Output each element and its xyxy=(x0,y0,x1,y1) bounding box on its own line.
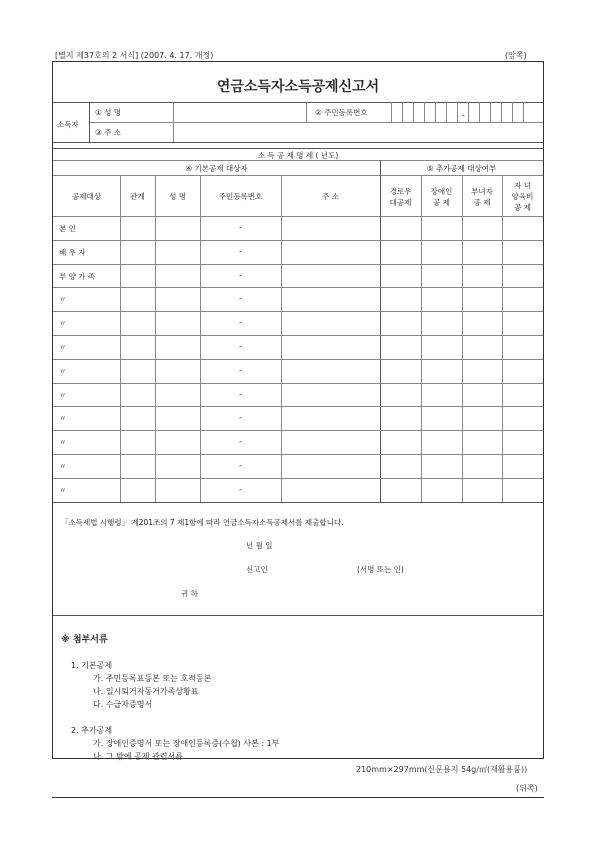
paper-spec: 210mm×297mm(신문용지 54g/㎡(재활용품)) xyxy=(356,765,528,774)
row-rrn-dash: - xyxy=(239,318,242,328)
row-target: 〃 xyxy=(59,485,67,495)
row-target: 〃 xyxy=(59,438,67,448)
group-basic-heading: 1. 기본공제 xyxy=(71,661,113,670)
attachment-item: 가. 주민등록표등본 또는 호적등본 xyxy=(93,674,212,683)
row-rrn-dash: - xyxy=(239,437,242,447)
declaration-date: 년 월 일 xyxy=(246,541,273,550)
row-rrn-dash: - xyxy=(239,246,242,256)
filer-label: 신고인 xyxy=(246,565,268,574)
col-relation: 관계 xyxy=(130,192,145,201)
col-child xyxy=(502,180,543,213)
additional-deduction-header: ⑤ 추가공제 대상여부 xyxy=(426,164,497,173)
row-target: 배 우 자 xyxy=(59,247,86,257)
form-title: 연금소득자소득공제신고서 xyxy=(216,79,380,95)
group-additional-heading: 2. 추가공제 xyxy=(71,726,113,735)
row-target: 〃 xyxy=(59,390,67,400)
row-target: 본 인 xyxy=(59,224,76,233)
col-female xyxy=(462,186,502,208)
row-target: 〃 xyxy=(59,462,67,471)
attachment-item: 나. 그 밖에 공제 관련서류 xyxy=(93,752,183,761)
basic-deduction-header: ④ 기본공제 대상자 xyxy=(185,164,248,173)
row-target: 〃 xyxy=(59,319,67,329)
row-rrn-dash: - xyxy=(239,461,242,470)
row-target: 〃 xyxy=(59,295,67,305)
form-reference: [별지 제37호의 2 서식] (2007. 4. 17. 개정) xyxy=(55,51,214,60)
attachment-item: 가. 장애인증명서 또는 장애인등록증(수첩) 사본 : 1부 xyxy=(93,739,280,748)
col-disabled xyxy=(421,186,462,208)
attachments-heading xyxy=(61,632,108,645)
attachment-item: 나. 일시퇴거자동거가족상황표 xyxy=(93,687,199,696)
attachment-item: 다. 수급자증명서 xyxy=(93,700,153,709)
signature-label: (서명 또는 인) xyxy=(357,565,404,574)
row-rrn-dash: - xyxy=(239,270,242,280)
col-rrn: 주민등록번호 xyxy=(218,192,263,201)
row-target: 부 양 가 족 xyxy=(59,271,96,281)
row-target: 〃 xyxy=(59,343,67,352)
col-child-text: 자 녀 양육비 공 제 xyxy=(511,181,534,212)
col-elderly xyxy=(380,186,421,208)
col-address: 주 소 xyxy=(322,192,339,201)
row-target: 〃 xyxy=(59,414,67,424)
form-container xyxy=(52,61,544,759)
col-name: 성 명 xyxy=(169,192,186,201)
col-elderly-text: 경로우 대공제 xyxy=(389,187,412,207)
rrn-label: ② 주민등록번호 xyxy=(315,108,368,117)
page-side-label: (앞쪽) xyxy=(505,51,527,60)
row-rrn-dash: - xyxy=(239,484,242,494)
address-label: ③ 주 소 xyxy=(95,128,121,137)
recipient-label: 귀 하 xyxy=(181,589,198,598)
row-rrn-dash: - xyxy=(239,294,242,304)
row-rrn-dash: - xyxy=(239,365,242,375)
bottom-rule xyxy=(52,797,544,798)
back-side-label: (뒤쪽) xyxy=(516,784,538,793)
rrn-dash: - xyxy=(462,111,465,120)
name-label: ① 성 명 xyxy=(95,108,121,117)
col-disabled-text: 장애인 공 제 xyxy=(430,187,453,207)
earner-label: 소득자 xyxy=(57,120,79,129)
row-target: 〃 xyxy=(59,366,67,376)
attachments-title: 첨부서류 xyxy=(72,635,108,645)
row-rrn-dash: - xyxy=(239,389,242,399)
deduction-section-title: 소 득 공 제 명 세 ( 년도) xyxy=(257,151,339,160)
declaration-statement: 「소득세법 시행령」 제201조의 7 제1항에 따라 연금소득자소득공제서를 제출합니다. xyxy=(61,518,344,527)
attachments-mark: ※ xyxy=(61,635,70,645)
col-female-text: 부녀자 공 제 xyxy=(471,187,493,207)
row-rrn-dash: - xyxy=(239,413,242,423)
row-rrn-dash: - xyxy=(239,342,242,351)
col-target: 공제대상 xyxy=(72,192,101,201)
row-rrn-dash: - xyxy=(239,223,242,232)
